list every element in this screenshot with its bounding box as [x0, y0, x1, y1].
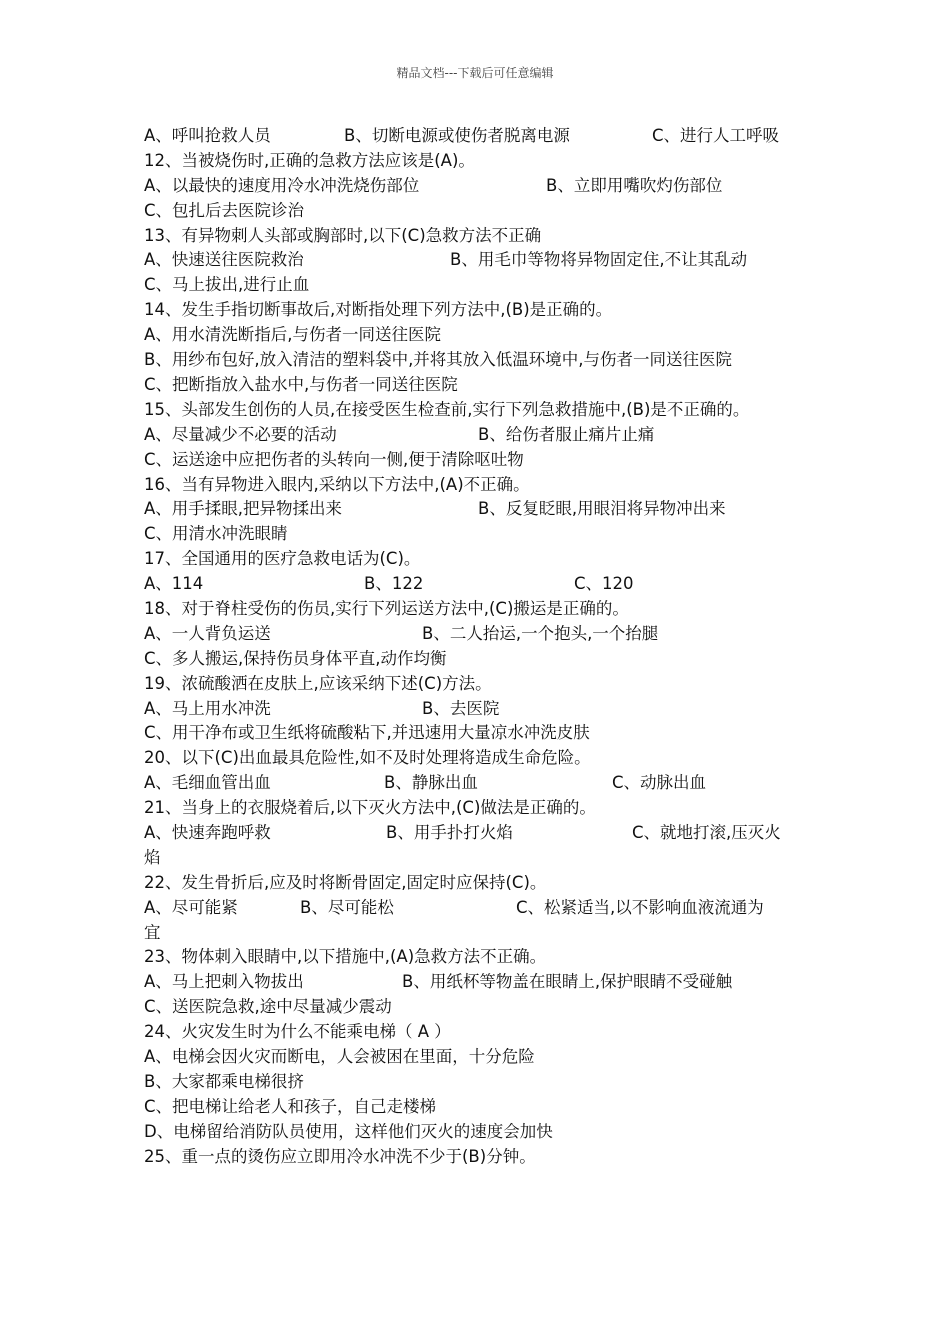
text-segment: C、动脉出血: [612, 773, 707, 793]
text-segment: 25、重一点的烫伤应立即用冷水冲洗不少于(B)分钟。: [144, 1146, 536, 1166]
text-line: [144, 672, 809, 697]
text-segment: C、运送途中应把伤者的头转向一侧,便于清除呕吐物: [144, 449, 524, 469]
text-segment: A、用水清洗断指后,与伤者一同送往医院: [144, 325, 442, 345]
text-line: [144, 572, 809, 597]
text-line: 15、头部发生创伤的人员,在接受医生检查前,实行下列急救措施中,(B)是不正确的。: [144, 399, 750, 419]
text-segment: 宜: [144, 922, 161, 942]
text-line: [144, 1045, 809, 1070]
text-segment: A、马上用水冲洗: [144, 698, 271, 718]
text-line: [144, 721, 809, 746]
text-segment: A、尽可能紧: [144, 897, 238, 917]
text-segment: C、用干净布或卫生纸将硫酸粘下,并迅速用大量凉水冲洗皮肤: [144, 723, 590, 743]
text-line: [144, 921, 809, 946]
page-header: 精品文档---下载后可任意编辑: [396, 66, 554, 80]
text-segment: C、进行人工呼吸: [652, 126, 780, 145]
text-segment: 18、对于脊柱受伤的伤员,实行下列运送方法中,(C)搬运是正确的。: [144, 598, 629, 618]
text-line: [144, 373, 809, 398]
text-segment: C、用清水冲洗眼睛: [144, 524, 288, 544]
text-segment: 21、当身上的衣服烧着后,以下灭火方法中,(C)做法是正确的。: [144, 798, 596, 818]
text-segment: 19、浓硫酸洒在皮肤上,应该采纳下述(C)方法。: [144, 673, 492, 693]
text-segment: 17、全国通用的医疗急救电话为(C)。: [144, 549, 421, 569]
text-segment: C、送医院急救,途中尽量减少震动: [144, 997, 392, 1017]
text-line: [144, 199, 809, 224]
text-line: [144, 796, 809, 821]
text-line: [144, 1120, 809, 1145]
text-line: [144, 497, 809, 522]
text-segment: C、包扎后去医院诊治: [144, 200, 305, 220]
text-line: [144, 473, 809, 498]
text-line: [144, 746, 809, 771]
text-segment: B、立即用嘴吹灼伤部位: [546, 175, 723, 195]
text-line: [144, 771, 809, 796]
text-line: [144, 647, 809, 672]
text-segment: A、呼叫抢救人员: [144, 126, 271, 145]
text-line: [144, 1145, 809, 1170]
text-line: [144, 224, 809, 249]
text-segment: A、用手揉眼,把异物揉出来: [144, 499, 343, 519]
text-line: [144, 323, 809, 348]
text-segment: B、切断电源或使伤者脱离电源: [344, 126, 570, 145]
text-line: [144, 423, 809, 448]
text-segment: B、用手扑打火焰: [386, 822, 513, 842]
text-segment: 13、有异物刺人头部或胸部时,以下(C)急救方法不正确: [144, 225, 542, 245]
text-line: [144, 1095, 809, 1120]
text-segment: A、114: [144, 574, 204, 594]
text-line: [144, 174, 809, 199]
text-segment: B、尽可能松: [300, 897, 394, 917]
text-segment: C、多人搬运,保持伤员身体平直,动作均衡: [144, 648, 447, 668]
text-segment: 24、火灾发生时为什么不能乘电梯（ A ）: [144, 1022, 451, 1042]
text-segment: C、就地打滚,压灭火: [632, 822, 781, 842]
text-line: [144, 149, 809, 174]
text-segment: A、快速奔跑呼救: [144, 822, 271, 842]
text-line: [144, 697, 809, 722]
text-line: B、用纱布包好,放入清洁的塑料袋中,并将其放入低温环境中,与伤者一同送往医院: [144, 350, 733, 370]
text-segment: B、用纸杯等物盖在眼睛上,保护眼睛不受碰触: [402, 972, 733, 992]
text-line: [144, 846, 809, 871]
text-line: [144, 298, 809, 323]
text-segment: 14、发生手指切断事故后,对断指处理下列方法中,(B)是正确的。: [144, 300, 613, 320]
text-line: [144, 871, 809, 896]
text-segment: A、马上把刺入物拔出: [144, 972, 304, 992]
text-segment: B、去医院: [422, 698, 500, 718]
text-line: [144, 821, 809, 846]
text-segment: 焰: [144, 847, 161, 867]
text-line: [144, 970, 809, 995]
quiz-content: [144, 124, 809, 1169]
text-line: [144, 597, 809, 622]
text-segment: B、反复眨眼,用眼泪将异物冲出来: [478, 499, 726, 519]
text-segment: 22、发生骨折后,应及时将断骨固定,固定时应保持(C)。: [144, 872, 547, 892]
text-segment: 12、当被烧伤时,正确的急救方法应该是(A)。: [144, 150, 475, 170]
text-segment: 16、当有异物进入眼内,采纳以下方法中,(A)不正确。: [144, 474, 530, 494]
text-line: [144, 945, 809, 970]
text-segment: C、120: [574, 574, 634, 594]
text-segment: A、一人背负运送: [144, 623, 271, 643]
text-segment: C、马上拔出,进行止血: [144, 275, 310, 295]
text-segment: A、以最快的速度用冷水冲洗烧伤部位: [144, 175, 420, 195]
text-segment: A、尽量减少不必要的活动: [144, 424, 337, 444]
text-segment: D、电梯留给消防队员使用，这样他们灭火的速度会加快: [144, 1121, 553, 1141]
text-segment: C、把电梯让给老人和孩子，自己走楼梯: [144, 1096, 437, 1116]
text-segment: A、快速送往医院救治: [144, 250, 304, 270]
text-segment: B、用毛巾等物将异物固定住,不让其乱动: [450, 250, 748, 270]
text-segment: 20、以下(C)出血最具危险性,如不及时处理将造成生命危险。: [144, 748, 591, 768]
text-line: [144, 124, 809, 149]
text-segment: C、把断指放入盐水中,与伤者一同送往医院: [144, 374, 458, 394]
text-segment: B、122: [364, 574, 424, 594]
text-segment: B、给伤者服止痛片止痛: [478, 424, 655, 444]
text-line: [144, 896, 809, 921]
text-segment: B、大家都乘电梯很挤: [144, 1071, 304, 1091]
text-segment: B、静脉出血: [384, 773, 478, 793]
text-line: [144, 448, 809, 473]
text-line: [144, 622, 809, 647]
text-line: [144, 248, 809, 273]
text-line: [144, 995, 809, 1020]
text-line: [144, 1020, 809, 1045]
text-segment: A、毛细血管出血: [144, 773, 271, 793]
text-line: [144, 273, 809, 298]
text-line: [144, 522, 809, 547]
text-line: [144, 1070, 809, 1095]
text-segment: B、二人抬运,一个抱头,一个抬腿: [422, 623, 659, 643]
text-segment: A、电梯会因火灾而断电，人会被困在里面，十分危险: [144, 1046, 535, 1066]
text-segment: 23、物体刺入眼睛中,以下措施中,(A)急救方法不正确。: [144, 947, 547, 967]
text-line: [144, 547, 809, 572]
text-segment: C、松紧适当,以不影响血液流通为: [516, 897, 764, 917]
